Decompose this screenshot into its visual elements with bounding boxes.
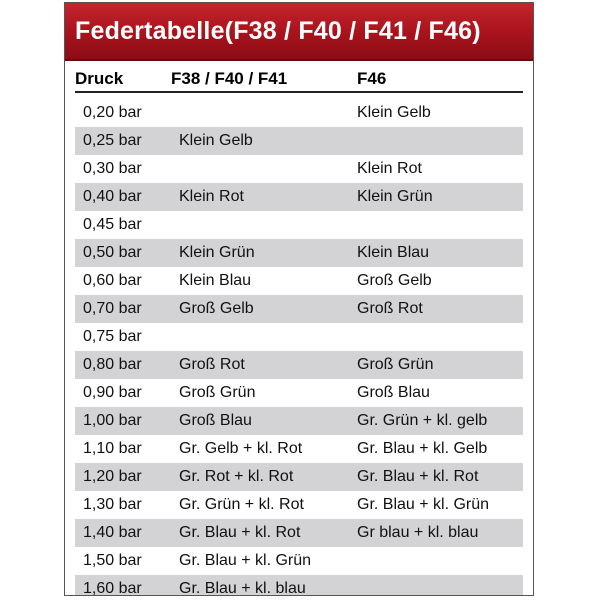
cell-f38-f40-f41: Klein Grün [179,244,255,261]
cell-f46: Gr. Blau + kl. Rot [357,468,479,485]
table-row [75,463,523,491]
cell-f38-f40-f41: Gr. Grün + kl. Rot [179,496,304,513]
table-row [75,183,523,211]
cell-f46: Groß Grün [357,356,434,373]
cell-pressure: 1,60 bar [83,580,142,596]
cell-f38-f40-f41: Groß Blau [179,412,252,429]
cell-f38-f40-f41: Gr. Gelb + kl. Rot [179,440,303,457]
table-row [75,435,523,463]
cell-pressure: 1,10 bar [83,440,142,457]
cell-f46: Gr. Grün + kl. gelb [357,412,488,429]
cell-f46: Groß Rot [357,300,423,317]
cell-pressure: 0,30 bar [83,160,142,177]
table-row [75,239,523,267]
cell-f46: Groß Blau [357,384,430,401]
cell-pressure: 1,50 bar [83,552,142,569]
cell-f38-f40-f41: Gr. Blau + kl. blau [179,580,306,596]
cell-f38-f40-f41: Klein Rot [179,188,244,205]
table-row [75,127,523,155]
cell-pressure: 0,45 bar [83,216,142,233]
table-title: Federtabelle(F38 / F40 / F41 / F46) [65,3,533,61]
column-header-f38-f40-f41: F38 / F40 / F41 [171,69,288,88]
cell-f38-f40-f41: Groß Gelb [179,300,254,317]
table-header [75,67,523,93]
table-row [75,99,523,127]
table-row [75,547,523,575]
cell-pressure: 0,90 bar [83,384,142,401]
cell-f38-f40-f41: Gr. Blau + kl. Grün [179,552,312,569]
table-row [75,211,523,239]
column-header-f46: F46 [357,69,387,88]
column-header-pressure: Druck [75,69,124,88]
cell-pressure: 0,75 bar [83,328,142,345]
table-row [75,351,523,379]
table-row [75,519,523,547]
cell-f38-f40-f41: Groß Grün [179,384,256,401]
cell-f38-f40-f41: Gr. Blau + kl. Rot [179,524,301,541]
cell-pressure: 1,30 bar [83,496,142,513]
cell-pressure: 0,60 bar [83,272,142,289]
cell-f46: Gr. Blau + kl. Grün [357,496,490,513]
cell-f38-f40-f41: Klein Gelb [179,132,253,149]
cell-f38-f40-f41: Groß Rot [179,356,245,373]
cell-f46: Klein Rot [357,160,422,177]
cell-f46: Gr blau + kl. blau [357,524,479,541]
cell-f38-f40-f41: Gr. Rot + kl. Rot [179,468,294,485]
cell-f46: Klein Gelb [357,104,431,121]
table-row [75,267,523,295]
cell-pressure: 1,40 bar [83,524,142,541]
cell-pressure: 0,80 bar [83,356,142,373]
cell-f46: Gr. Blau + kl. Gelb [357,440,488,457]
table-row [75,407,523,435]
cell-pressure: 1,20 bar [83,468,142,485]
table-row [75,491,523,519]
cell-f46: Klein Blau [357,244,430,261]
table-body [75,99,523,596]
table-row [75,155,523,183]
table-row [75,379,523,407]
cell-f46: Groß Gelb [357,272,432,289]
cell-f46: Klein Grün [357,188,433,205]
cell-pressure: 0,70 bar [83,300,142,317]
spring-table-card [64,2,534,596]
cell-pressure: 0,40 bar [83,188,142,205]
cell-pressure: 0,25 bar [83,132,142,149]
cell-pressure: 0,50 bar [83,244,142,261]
cell-f38-f40-f41: Klein Blau [179,272,252,289]
table-row [75,575,523,596]
table-row [75,295,523,323]
cell-pressure: 0,20 bar [83,104,142,121]
cell-pressure: 1,00 bar [83,412,142,429]
table-row [75,323,523,351]
